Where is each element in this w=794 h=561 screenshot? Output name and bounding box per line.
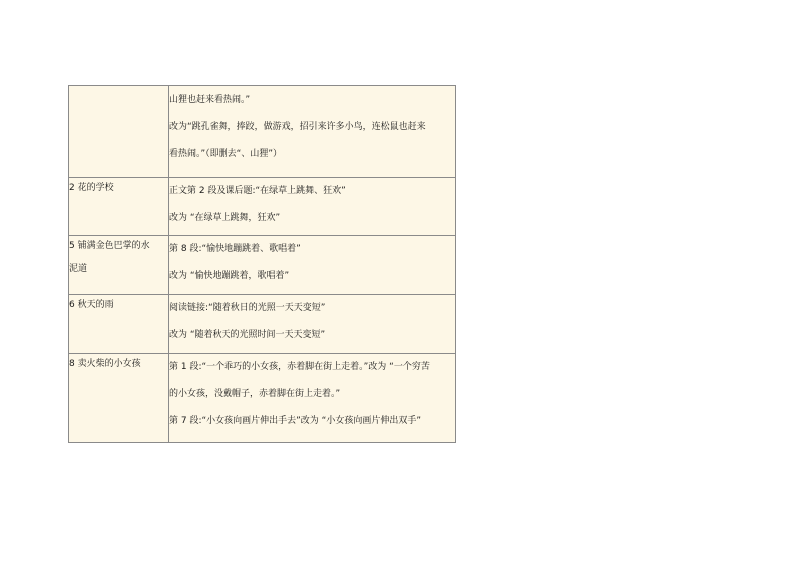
lesson-cell xyxy=(69,178,169,236)
corrections-table xyxy=(68,85,456,443)
table-row xyxy=(69,178,456,236)
lesson-cell xyxy=(69,295,169,354)
change-line: 第 1 段:“一个乖巧的小女孩，赤着脚在街上走着。”改为 “一个穷苦 xyxy=(169,362,430,372)
change-cell xyxy=(169,295,456,354)
change-line: 改为 “在绿草上跳舞，狂欢” xyxy=(169,213,281,223)
change-line: 山狸也赶来看热闹。” xyxy=(169,95,251,105)
lesson-title: 8 卖火柴的小女孩 xyxy=(69,359,141,369)
change-cell xyxy=(169,236,456,295)
lesson-title: 2 花的学校 xyxy=(69,183,114,193)
table-row xyxy=(69,354,456,443)
lesson-cell xyxy=(69,236,169,295)
table-row xyxy=(69,236,456,295)
lesson-cell xyxy=(69,354,169,443)
change-line: 改为 “愉快地蹦跳着，歌唱着” xyxy=(169,271,290,281)
change-cell xyxy=(169,354,456,443)
change-line: 看热闹。”（即删去“、山狸”） xyxy=(169,149,282,159)
lesson-title: 泥道 xyxy=(69,264,88,274)
change-line: 改为 “随着秋天的光照时间一天天变短” xyxy=(169,330,326,340)
change-line: 的小女孩，没戴帽子，赤着脚在街上走着。” xyxy=(169,389,341,399)
table-row xyxy=(69,295,456,354)
lesson-title: 5 铺满金色巴掌的水 xyxy=(69,241,150,251)
change-line: 阅读链接:“随着秋日的光照一天天变短” xyxy=(169,303,326,313)
lesson-title: 6 秋天的雨 xyxy=(69,300,114,310)
table-row xyxy=(69,86,456,178)
change-line: 改为“跳孔雀舞，捧跤，做游戏，招引来许多小鸟，连松鼠也赶来 xyxy=(169,122,426,132)
change-line: 正文第 2 段及课后题:“在绿草上跳舞、狂欢” xyxy=(169,186,346,196)
change-cell xyxy=(169,86,456,178)
change-line: 第 7 段:“小女孩向画片伸出手去”改为 “小女孩向画片伸出双手” xyxy=(169,416,421,426)
change-line: 第 8 段:“愉快地蹦跳着、歌唱着” xyxy=(169,244,301,254)
lesson-cell xyxy=(69,86,169,178)
change-cell xyxy=(169,178,456,236)
